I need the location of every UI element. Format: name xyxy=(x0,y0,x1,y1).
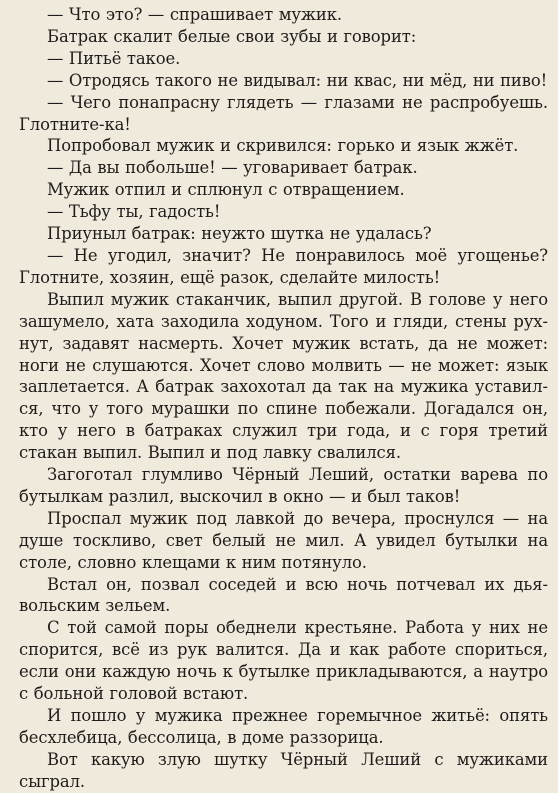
paragraph-14: Проспал мужик под лавкой до вечера, проснулся — на душе тоскливо, свет белый не мил. А увидел бутылки на столе, словно клещами к ним потянуло. xyxy=(19,508,548,572)
paragraph-3: — Питьё такое. xyxy=(47,48,181,68)
paragraph-1: — Что это? — спрашивает мужик. xyxy=(47,5,342,24)
paragraph-6: Попробовал мужик и скривился: горько и язык жжёт. xyxy=(47,136,519,156)
paragraph-8: Мужик отпил и сплюнул с отвращением. xyxy=(47,180,405,200)
paragraph-18: Вот какую злую шутку Чёрный Леший с мужиками сыграл. xyxy=(19,749,548,791)
paragraph-10: Приуныл батрак: неужто шутка не удалась? xyxy=(47,224,432,244)
paragraph-12: Выпил мужик стаканчик, выпил другой. В голове у него зашумело, хата заходила ходуном. Того и гляди, стены рухнут, задавят насмерть. Хочет мужик встать, да не может: ноги не слушаются. Хочет слово молвить — не может: язык заплетается. А батрак захохотал да так на мужика уставился, что у того мурашки по спине побежали. Догадался он, кто у него в батраках служил три года, и с горя третий стакан выпил. Выпил и под лавку свалился. xyxy=(19,289,548,463)
paragraph-16: С той самой поры обеднели крестьяне. Работа у них не спорится, всё из рук валится. Да и как работе спориться, если они каждую ночь к бутылке прикладываются, а наутро с больной головой встают. xyxy=(19,618,548,704)
paragraph-7: — Да вы побольше! — уговаривает батрак. xyxy=(47,158,418,178)
paragraph-2: Батрак скалит белые свои зубы и говорит: xyxy=(47,26,417,46)
paragraph-4: — Отродясь такого не видывал: ни квас, ни мёд, ни пиво! xyxy=(47,70,548,90)
paragraph-11: — Не угодил, значит? Не понравилось моё угощенье? Глотните, хозяин, ещё разок, сделайте милость! xyxy=(19,245,548,287)
paragraph-15: Встал он, позвал соседей и всю ночь потчевал их дьявольским зельем. xyxy=(19,574,548,616)
paragraph-9: — Тьфу ты, гадость! xyxy=(47,202,221,222)
paragraph-13: Загоготал глумливо Чёрный Леший, остатки варева по бутылкам разлил, выскочил в окно — и был таков! xyxy=(19,465,548,506)
paragraph-5: — Чего понапрасну глядеть — глазами не распробуешь. Глотните-ка! xyxy=(19,92,548,134)
paragraph-17: И пошло у мужика прежнее горемычное житьё: опять бесхлебица, бессолица, в доме раззорица. xyxy=(19,706,548,747)
